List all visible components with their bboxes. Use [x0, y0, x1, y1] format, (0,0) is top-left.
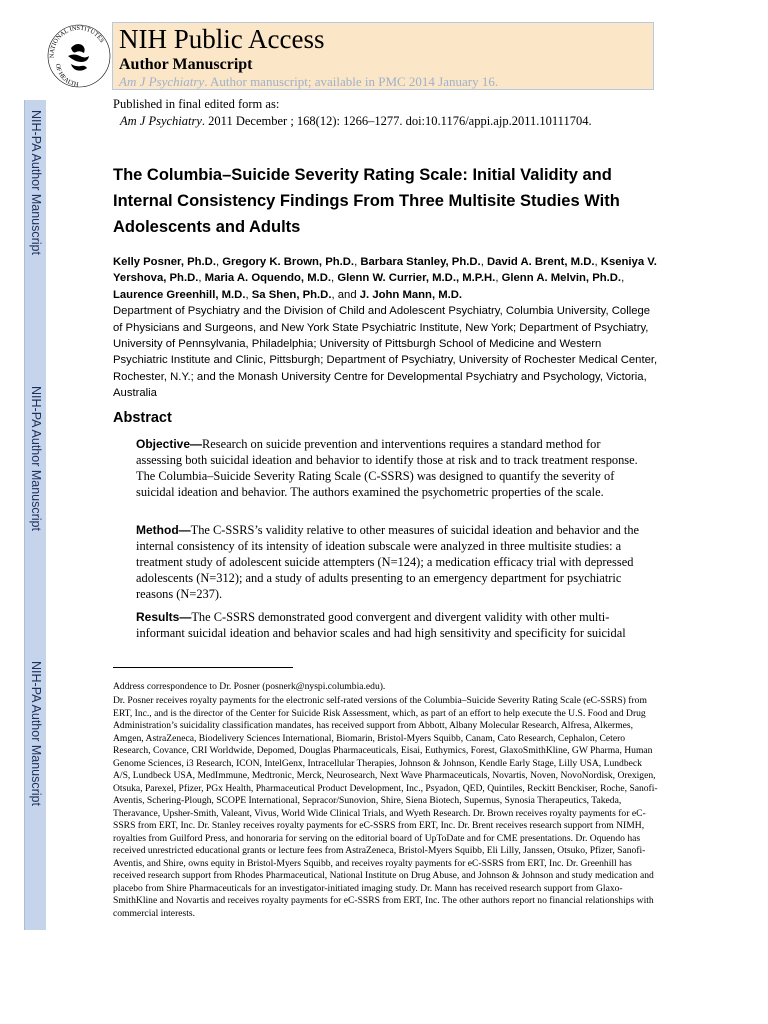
abstract-results: Results—The C-SSRS demonstrated good convergent and divergent validity with other multi-informant suicidal ideation and behavior scales and had high sensitivity and specificity for suicidal	[136, 610, 626, 640]
author-affiliation: Department of Psychiatry and the Division of Child and Adolescent Psychiatry, Columbia University, College of Physicians and Surgeons, and New York State Psychiatric Institute, New York; Department of Psychiatry, University of Pennsylvania, Philadelphia; University of Pittsburgh School of Medicine and Western Psychiatric Institute and Clinic, Pittsburgh; Department of Psychiatry, University of Rochester Medical Center, Rochester, N.Y.; and the Monash University Centre for Developmental Psychiatry and Psychology, Victoria, Australia	[113, 305, 658, 400]
author-name: Glenn A. Melvin, Ph.D.	[501, 272, 622, 285]
header-title: NIH Public Access	[119, 24, 325, 54]
article-title: The Columbia–Suicide Severity Rating Scale: Initial Validity and Internal Consistency Findings From Three Multisite Studies With Adolescents and Adults	[113, 166, 620, 236]
logo-text-bottom: OF HEALTH	[53, 63, 79, 89]
header-citation: Am J Psychiatry. Author manuscript; available in PMC 2014 January 16.	[119, 74, 499, 89]
footnote-disclosures: Dr. Posner receives royalty payments for the electronic self-rated versions of the Columbia–Suicide Severity Rating Scale (eC-SSRS) from ERT, Inc., and is the director of the Center for Suicide Risk Assessment, which, as part of an effort to help execute the U.S. Food and Drug Administration’s suicidality classification mandates, has received support from Abbott, Albany Molecular Research, Alfresa, Alkermes, Amgen, AstraZeneca, Biodelivery Sciences International, Biomarin, Bristol-Myers Squibb, Canam, Cato Research, Cephalon, Cetero Research, Covance, CRI Worldwide, Depomed, Douglas Pharmaceuticals, Eisai, Euthymics, Forest, GlaxoSmithKline, GW Pharma, Human Genome Sciences, i3 Research, ICON, IntelGenx, Intracellular Therapies, Johnson & Johnson, Kendle Early Stage, Lilly USA, Lundbeck A/S, Lundbeck USA, MedImmune, Medtronic, Merck, Neurosearch, Next Wave Pharmaceuticals, Novartis, Noven, NovoNordisk, Orexigen, Otsuka, Parexel, Pfizer, PGx Health, Pharmaceutical Product Development, Inc., Psyadon, QED, Quintiles, Reckitt Benckiser, Roche, Sanofi-Aventis, Schering-Plough, SCOPE International, Sepracor/Sunovion, Shire, Siena Biotech, Supernus, Synosia Therapeutics, Takeda, Theravance, Upsher-Smith, Valeant, Vivus, World Wide Clinical Trials, and Wyeth Research. Dr. Brown receives royalty payments for eC-SSRS from ERT, Inc. Dr. Stanley receives royalty payments for eC-SSRS from ERT, Inc. Dr. Brent receives research support from NIMH, royalties from Guilford Press, and honoraria for serving on the editorial board of UpToDate and for CME presentations. Dr. Oquendo has received unrestricted educational grants or lecture fees from AstraZeneca, Bristol-Myers Squibb, Eli Lilly, Janssen, Otsuko, Pfizer, Sanofi-Aventis, and Shire, owns equity in Bristol-Myers Squibb, and receives royalty payments for eC-SSRS from ERT, Inc. Dr. Greenhill has received research support from Rhodes Pharmaceutical, National Institute on Drug Abuse, and Johnson & Johnson and study medication and placebo from Shire Pharmaceuticals for an investigator-initiated imaging study. Dr. Mann has received research support from Glaxo-SmithKline and Novartis and receives royalty payments for eC-SSRS from ERT, Inc. The other authors report no financial relationships with commercial interests.	[113, 695, 658, 919]
author-name: Barbara Stanley, Ph.D.	[360, 256, 481, 268]
author-name: David A. Brent, M.D.	[486, 256, 595, 268]
author-name: J. John Mann, M.D.	[359, 288, 463, 301]
author-name: Glenn W. Currier, M.D., M.P.H.	[337, 272, 496, 285]
author-name: Maria A. Oquendo, M.D.	[204, 272, 332, 285]
author-name: Kseniya V. Yershova, Ph.D.	[113, 256, 657, 285]
author-list: Kelly Posner, Ph.D., Gregory K. Brown, Ph.D., Barbara Stanley, Ph.D., David A. Brent, M.D., Kseniya V. Yershova, Ph.D., Maria A. Oquendo, M.D., Glenn W. Currier, M.D., M.P.H., Glenn A. Melvin, Ph.D., Laurence Greenhill, M.D., Sa Shen, Ph.D., and J. John Mann, M.D.	[113, 256, 657, 301]
footnote-rule	[113, 667, 293, 668]
footnote-correspondence: Address correspondence to Dr. Posner (posnerk@nyspi.columbia.edu).	[113, 681, 386, 692]
nih-header-box	[112, 22, 654, 90]
authors-block	[113, 254, 658, 402]
svg-text:NATIONAL INSTITUTES	[49, 25, 106, 58]
abstract-objective: Objective—Research on suicide prevention and interventions requires a standard method for assessing both suicidal ideation and behavior to identify those at risk and to track treatment response. The Columbia–Suicide Severity Rating Scale (C-SSRS) was designed to quantify the severity of suicidal ideation and behavior. The authors examined the psychometric properties of the scale.	[136, 437, 638, 499]
published-intro: Published in final edited form as:	[113, 97, 280, 111]
side-band: NIH-PA Author Manuscript NIH-PA Author Manuscript NIH-PA Author Manuscript	[24, 100, 46, 930]
abstract-method: Method—The C-SSRS’s validity relative to other measures of suicidal ideation and behavior and the internal consistency of its intensity of ideation subscale were analyzed in three multisite studies: a treatment study of adolescent suicide attempters (N=124); a medication efficacy trial with depressed adolescents (N=312); and a study of adults presenting to an emergency department for psychiatric reasons (N=237).	[136, 523, 640, 601]
abstract-heading: Abstract	[113, 410, 172, 426]
published-citation: Am J Psychiatry. 2011 December ; 168(12): 1266–1277. doi:10.1176/appi.ajp.2011.10111704.	[120, 114, 592, 128]
logo-text-top: NATIONAL INSTITUTES	[48, 24, 106, 59]
author-name: Laurence Greenhill, M.D.	[113, 288, 246, 301]
author-name: Sa Shen, Ph.D.	[251, 288, 332, 301]
header-subtitle: Author Manuscript	[119, 56, 253, 73]
author-name: Gregory K. Brown, Ph.D.	[222, 256, 355, 268]
nih-logo	[44, 18, 112, 90]
author-name: Kelly Posner, Ph.D.	[113, 256, 216, 268]
